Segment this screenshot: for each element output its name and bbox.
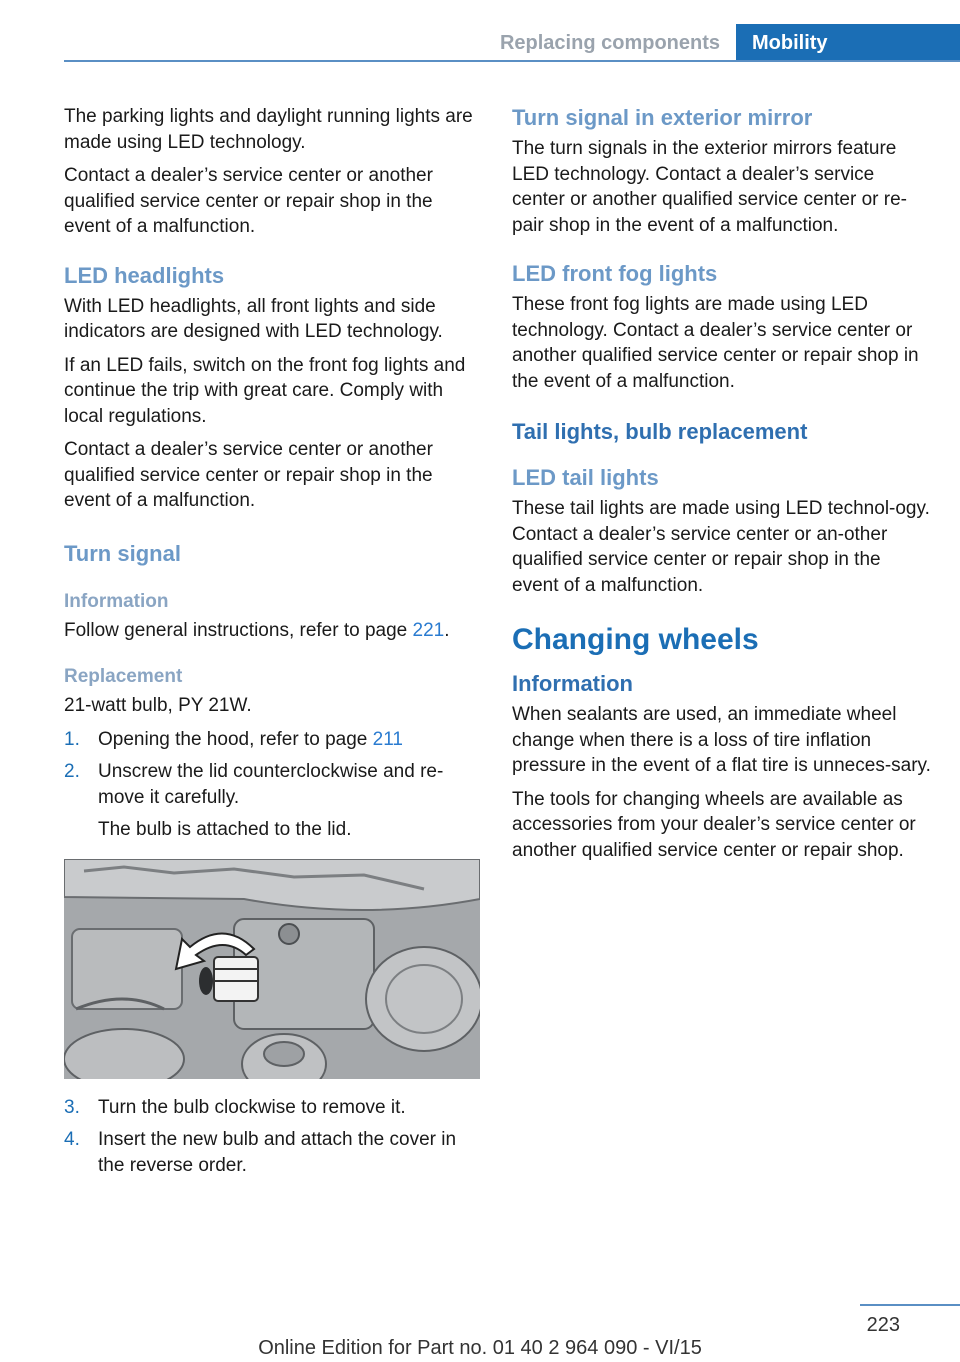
led-tail-lights-heading: LED tail lights: [512, 465, 659, 490]
page-number: 223: [866, 1314, 900, 1336]
wheels-p1: When sealants are used, an immediate wheel change when there is a loss of tire inflation pressure in the event of a flat tire is unneces-sary.: [512, 704, 931, 776]
replacement-text: 21-watt bulb, PY 21W.: [64, 695, 252, 716]
led-headlights-heading: LED headlights: [64, 262, 225, 288]
intro-paragraph-2: Contact a dealer’s service center or another qualified service center or repair shop in the event of a malfunction.: [64, 165, 433, 237]
page-link-221[interactable]: 221: [412, 619, 445, 641]
tail-lights-heading: Tail lights, bulb replacement: [512, 419, 808, 444]
fog-lights-text: These front fog lights are made using LED technology. Contact a dealer’s service center or another qualified service center or repair shop in the event of a malfunction.: [512, 294, 919, 392]
step-item: 3. Turn the bulb clockwise to remove it.: [64, 1096, 406, 1118]
engine-bay-illustration: [64, 859, 480, 1079]
tail-lights-text: These tail lights are made using LED technol-ogy. Contact a dealer’s service center or an-other qualified service center or repair shop in the event of a malfunction.: [512, 498, 930, 596]
led-headlights-p2: If an LED fails, switch on the front fog lights and continue the trip with great care. Comply with local regulations.: [64, 354, 466, 427]
led-headlights-p1: With LED headlights, all front lights and side indicators are designed with LED technology.: [64, 295, 443, 342]
replacement-heading: Replacement: [64, 666, 183, 687]
bulb-removal-illustration: [64, 859, 480, 1079]
footer-rule: [860, 1304, 960, 1306]
header-rule: [64, 60, 960, 62]
section-title: Replacing components: [499, 32, 720, 54]
mirror-signal-heading: Turn signal in exterior mirror: [512, 105, 813, 130]
fog-lights-heading: LED front fog lights: [512, 261, 718, 286]
intro-paragraph-1: The parking lights and daylight running lights are made using LED technology.: [64, 106, 473, 153]
step-item: 1. Opening the hood, refer to page 211: [64, 728, 403, 750]
wheels-info-heading: Information: [512, 671, 633, 696]
step-item: 2. Unscrew the lid counterclockwise and re-move it carefully.: [64, 761, 444, 808]
changing-wheels-heading: Changing wheels: [512, 623, 759, 656]
edition-line: Online Edition for Part no. 01 40 2 964 090 - VI/15: [258, 1337, 702, 1359]
step-item: 4. Insert the new bulb and attach the cover in the reverse order.: [64, 1129, 457, 1176]
chapter-tab: Mobility: [736, 24, 960, 62]
wheels-p2: The tools for changing wheels are available as accessories from your dealer’s service center or another qualified service center or repair shop.: [512, 788, 916, 861]
turn-signal-heading: Turn signal: [64, 540, 181, 566]
left-column: [64, 104, 482, 1185]
turn-signal-info-heading: Information: [64, 590, 169, 612]
right-column: [512, 104, 932, 871]
step-note: The bulb is attached to the lid.: [98, 819, 352, 840]
mirror-signal-text: The turn signals in the exterior mirrors feature LED technology. Contact a dealer’s service center or another qualified service center or re-pair shop in the event of a malfunction.: [512, 138, 907, 236]
turn-signal-info-text: Follow general instructions, refer to page 221.: [64, 619, 450, 641]
led-headlights-p3: Contact a dealer’s service center or another qualified service center or repair shop in the event of a malfunction.: [64, 439, 433, 511]
page-link-211[interactable]: 211: [372, 728, 403, 750]
